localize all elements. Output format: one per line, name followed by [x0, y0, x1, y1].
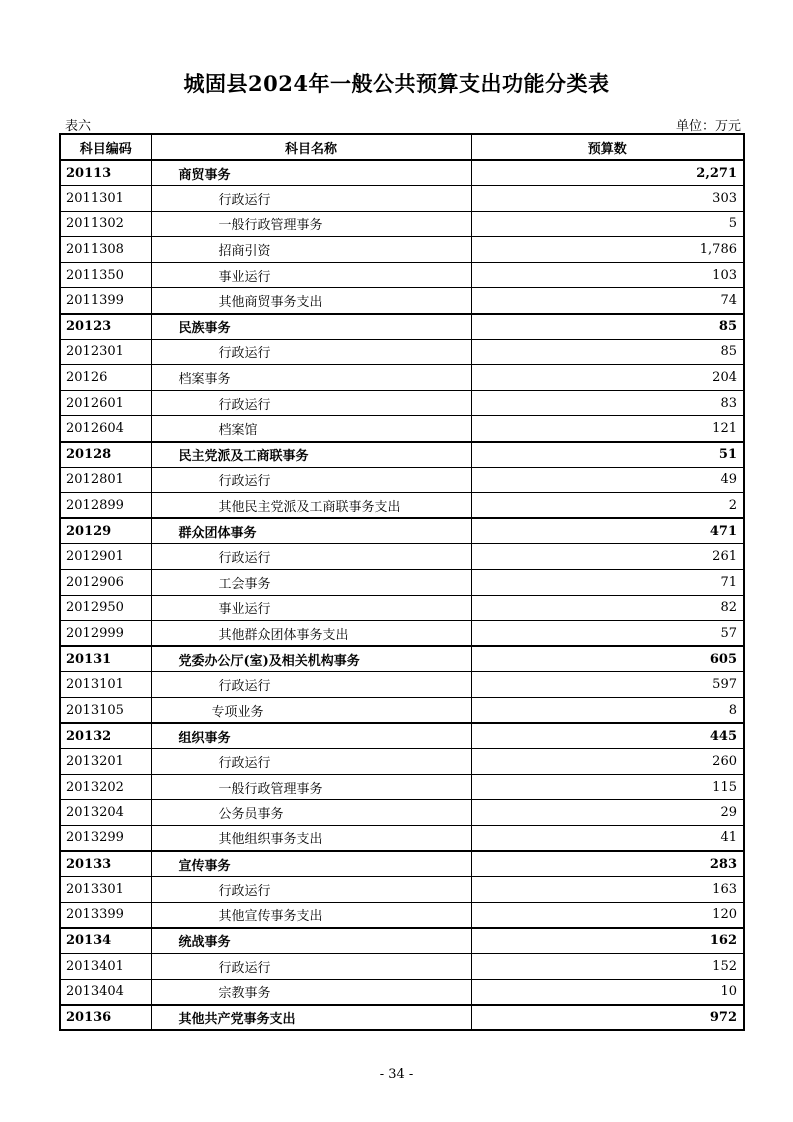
- row-code: 2011399: [60, 288, 151, 314]
- row-code: 2013105: [60, 697, 151, 723]
- row-code: 2012999: [60, 621, 151, 647]
- row-name-cell: [151, 953, 471, 979]
- table-row: [60, 237, 744, 263]
- row-name-cell: [151, 442, 471, 468]
- table-row: [60, 902, 744, 928]
- row-amount: 2,271: [471, 160, 744, 186]
- row-name: 行政运行: [218, 679, 271, 695]
- row-name-cell: [151, 416, 471, 442]
- row-amount: 972: [471, 1005, 744, 1031]
- row-amount: 260: [471, 749, 744, 775]
- row-code: 20123: [60, 314, 151, 340]
- table-row: [60, 314, 744, 340]
- row-name-cell: [151, 570, 471, 596]
- row-code: 20131: [60, 646, 151, 672]
- row-name: 公务员事务: [218, 807, 284, 823]
- row-name-cell: [151, 390, 471, 416]
- row-amount: 121: [471, 416, 744, 442]
- row-amount: 115: [471, 774, 744, 800]
- row-name: 行政运行: [218, 192, 271, 208]
- row-amount: 83: [471, 390, 744, 416]
- row-name-cell: [151, 800, 471, 826]
- row-code: 2013401: [60, 953, 151, 979]
- row-code: 2013399: [60, 902, 151, 928]
- row-name-cell: [151, 288, 471, 314]
- row-code: 20136: [60, 1005, 151, 1031]
- row-name-cell: [151, 493, 471, 519]
- row-code: 2013404: [60, 979, 151, 1005]
- header-code: 科目编码: [60, 134, 151, 160]
- row-name: 档案馆: [218, 422, 258, 438]
- row-amount: 1,786: [471, 237, 744, 263]
- table-row: [60, 697, 744, 723]
- header-amount: 预算数: [471, 134, 744, 160]
- row-name: 事业运行: [218, 269, 271, 285]
- table-row: [60, 467, 744, 493]
- row-name: 行政运行: [218, 346, 271, 362]
- row-name: 行政运行: [218, 551, 271, 567]
- row-code: 2012801: [60, 467, 151, 493]
- row-amount: 471: [471, 518, 744, 544]
- table-row: [60, 211, 744, 237]
- row-code: 20128: [60, 442, 151, 468]
- row-code: 2011350: [60, 262, 151, 288]
- row-name-cell: [151, 646, 471, 672]
- row-name-cell: [151, 825, 471, 851]
- budget-table: [59, 133, 745, 1031]
- table-row: [60, 442, 744, 468]
- table-row: [60, 877, 744, 903]
- table-row: [60, 774, 744, 800]
- row-amount: 152: [471, 953, 744, 979]
- row-name-cell: [151, 851, 471, 877]
- row-name-cell: [151, 314, 471, 340]
- row-code: 2013201: [60, 749, 151, 775]
- row-name: 其他组织事务支出: [218, 832, 323, 848]
- row-amount: 283: [471, 851, 744, 877]
- row-amount: 261: [471, 544, 744, 570]
- row-code: 2013299: [60, 825, 151, 851]
- row-amount: 57: [471, 621, 744, 647]
- row-name: 民族事务: [178, 321, 231, 337]
- table-row: [60, 365, 744, 391]
- row-name: 专项业务: [211, 704, 264, 720]
- row-amount: 71: [471, 570, 744, 596]
- row-amount: 445: [471, 723, 744, 749]
- row-name: 群众团体事务: [178, 525, 257, 541]
- row-amount: 85: [471, 339, 744, 365]
- row-name: 工会事务: [218, 576, 271, 592]
- row-name: 其他民主党派及工商联事务支出: [218, 499, 401, 515]
- row-name-cell: [151, 339, 471, 365]
- row-code: 2011302: [60, 211, 151, 237]
- table-row: [60, 953, 744, 979]
- table-meta: [59, 113, 743, 133]
- table-row: [60, 646, 744, 672]
- row-name: 行政运行: [218, 755, 271, 771]
- table-row: [60, 749, 744, 775]
- row-name-cell: [151, 749, 471, 775]
- row-name: 事业运行: [218, 602, 271, 618]
- row-name: 行政运行: [218, 474, 271, 490]
- row-name-cell: [151, 211, 471, 237]
- row-name: 宣传事务: [178, 858, 231, 874]
- row-name-cell: [151, 979, 471, 1005]
- row-name-cell: [151, 928, 471, 954]
- table-row: [60, 672, 744, 698]
- table-row: [60, 1005, 744, 1031]
- row-name: 统战事务: [178, 935, 231, 951]
- row-name: 党委办公厅(室)及相关机构事务: [178, 653, 360, 669]
- row-name: 其他商贸事务支出: [218, 295, 323, 311]
- table-row: [60, 288, 744, 314]
- row-amount: 303: [471, 186, 744, 212]
- table-row: [60, 416, 744, 442]
- row-name: 档案事务: [178, 372, 231, 388]
- row-name: 一般行政管理事务: [218, 781, 323, 797]
- table-row: [60, 186, 744, 212]
- table-row: [60, 262, 744, 288]
- row-name: 行政运行: [218, 960, 271, 976]
- row-amount: 41: [471, 825, 744, 851]
- row-amount: 120: [471, 902, 744, 928]
- table-row: [60, 825, 744, 851]
- row-code: 2012950: [60, 595, 151, 621]
- row-name-cell: [151, 723, 471, 749]
- table-label: 表六: [65, 119, 92, 134]
- row-name: 商贸事务: [178, 167, 231, 183]
- unit-label: 单位：万元: [675, 119, 741, 134]
- row-name: 一般行政管理事务: [218, 218, 323, 234]
- table-row: [60, 493, 744, 519]
- row-code: 2012604: [60, 416, 151, 442]
- row-name-cell: [151, 467, 471, 493]
- row-name: 招商引资: [218, 244, 271, 260]
- row-code: 2012899: [60, 493, 151, 519]
- row-name: 其他宣传事务支出: [218, 909, 323, 925]
- row-name-cell: [151, 518, 471, 544]
- table-row: [60, 339, 744, 365]
- row-amount: 2: [471, 493, 744, 519]
- table-row: [60, 518, 744, 544]
- table-row: [60, 621, 744, 647]
- table-row: [60, 851, 744, 877]
- row-code: 20133: [60, 851, 151, 877]
- row-name-cell: [151, 697, 471, 723]
- row-name: 其他共产党事务支出: [178, 1011, 296, 1027]
- row-name-cell: [151, 544, 471, 570]
- row-name-cell: [151, 186, 471, 212]
- row-name-cell: [151, 1005, 471, 1031]
- row-name: 行政运行: [218, 397, 271, 413]
- row-name: 行政运行: [218, 883, 271, 899]
- table-header-row: [60, 134, 744, 160]
- row-amount: 103: [471, 262, 744, 288]
- page-title: 城固县2024年一般公共预算支出功能分类表: [183, 71, 610, 96]
- row-code: 20134: [60, 928, 151, 954]
- row-code: 2013204: [60, 800, 151, 826]
- row-code: 2013101: [60, 672, 151, 698]
- row-name-cell: [151, 902, 471, 928]
- row-code: 20126: [60, 365, 151, 391]
- row-code: 2013202: [60, 774, 151, 800]
- row-amount: 51: [471, 442, 744, 468]
- row-name: 民主党派及工商联事务: [178, 449, 309, 465]
- row-amount: 5: [471, 211, 744, 237]
- row-name-cell: [151, 365, 471, 391]
- row-amount: 29: [471, 800, 744, 826]
- table-row: [60, 160, 744, 186]
- table-row: [60, 570, 744, 596]
- row-amount: 74: [471, 288, 744, 314]
- row-code: 2011301: [60, 186, 151, 212]
- row-name-cell: [151, 595, 471, 621]
- table-body: [60, 160, 744, 1030]
- row-code: 2011308: [60, 237, 151, 263]
- row-amount: 10: [471, 979, 744, 1005]
- row-amount: 162: [471, 928, 744, 954]
- row-amount: 8: [471, 697, 744, 723]
- row-code: 2012901: [60, 544, 151, 570]
- row-code: 20113: [60, 160, 151, 186]
- header-name: 科目名称: [151, 134, 471, 160]
- row-code: 2012301: [60, 339, 151, 365]
- row-code: 20129: [60, 518, 151, 544]
- table-row: [60, 390, 744, 416]
- row-code: 20132: [60, 723, 151, 749]
- row-amount: 204: [471, 365, 744, 391]
- row-amount: 605: [471, 646, 744, 672]
- table-row: [60, 979, 744, 1005]
- row-name-cell: [151, 160, 471, 186]
- row-amount: 597: [471, 672, 744, 698]
- table-row: [60, 595, 744, 621]
- row-name-cell: [151, 262, 471, 288]
- row-amount: 85: [471, 314, 744, 340]
- row-name-cell: [151, 672, 471, 698]
- row-name-cell: [151, 237, 471, 263]
- table-row: [60, 723, 744, 749]
- row-amount: 163: [471, 877, 744, 903]
- row-name-cell: [151, 774, 471, 800]
- row-name-cell: [151, 877, 471, 903]
- row-name-cell: [151, 621, 471, 647]
- table-row: [60, 800, 744, 826]
- row-code: 2013301: [60, 877, 151, 903]
- row-name: 其他群众团体事务支出: [218, 627, 349, 643]
- row-code: 2012906: [60, 570, 151, 596]
- page-number: - 34 -: [379, 1067, 414, 1082]
- row-name: 宗教事务: [218, 986, 271, 1002]
- row-amount: 49: [471, 467, 744, 493]
- row-amount: 82: [471, 595, 744, 621]
- row-name: 组织事务: [178, 730, 231, 746]
- row-code: 2012601: [60, 390, 151, 416]
- table-row: [60, 544, 744, 570]
- table-row: [60, 928, 744, 954]
